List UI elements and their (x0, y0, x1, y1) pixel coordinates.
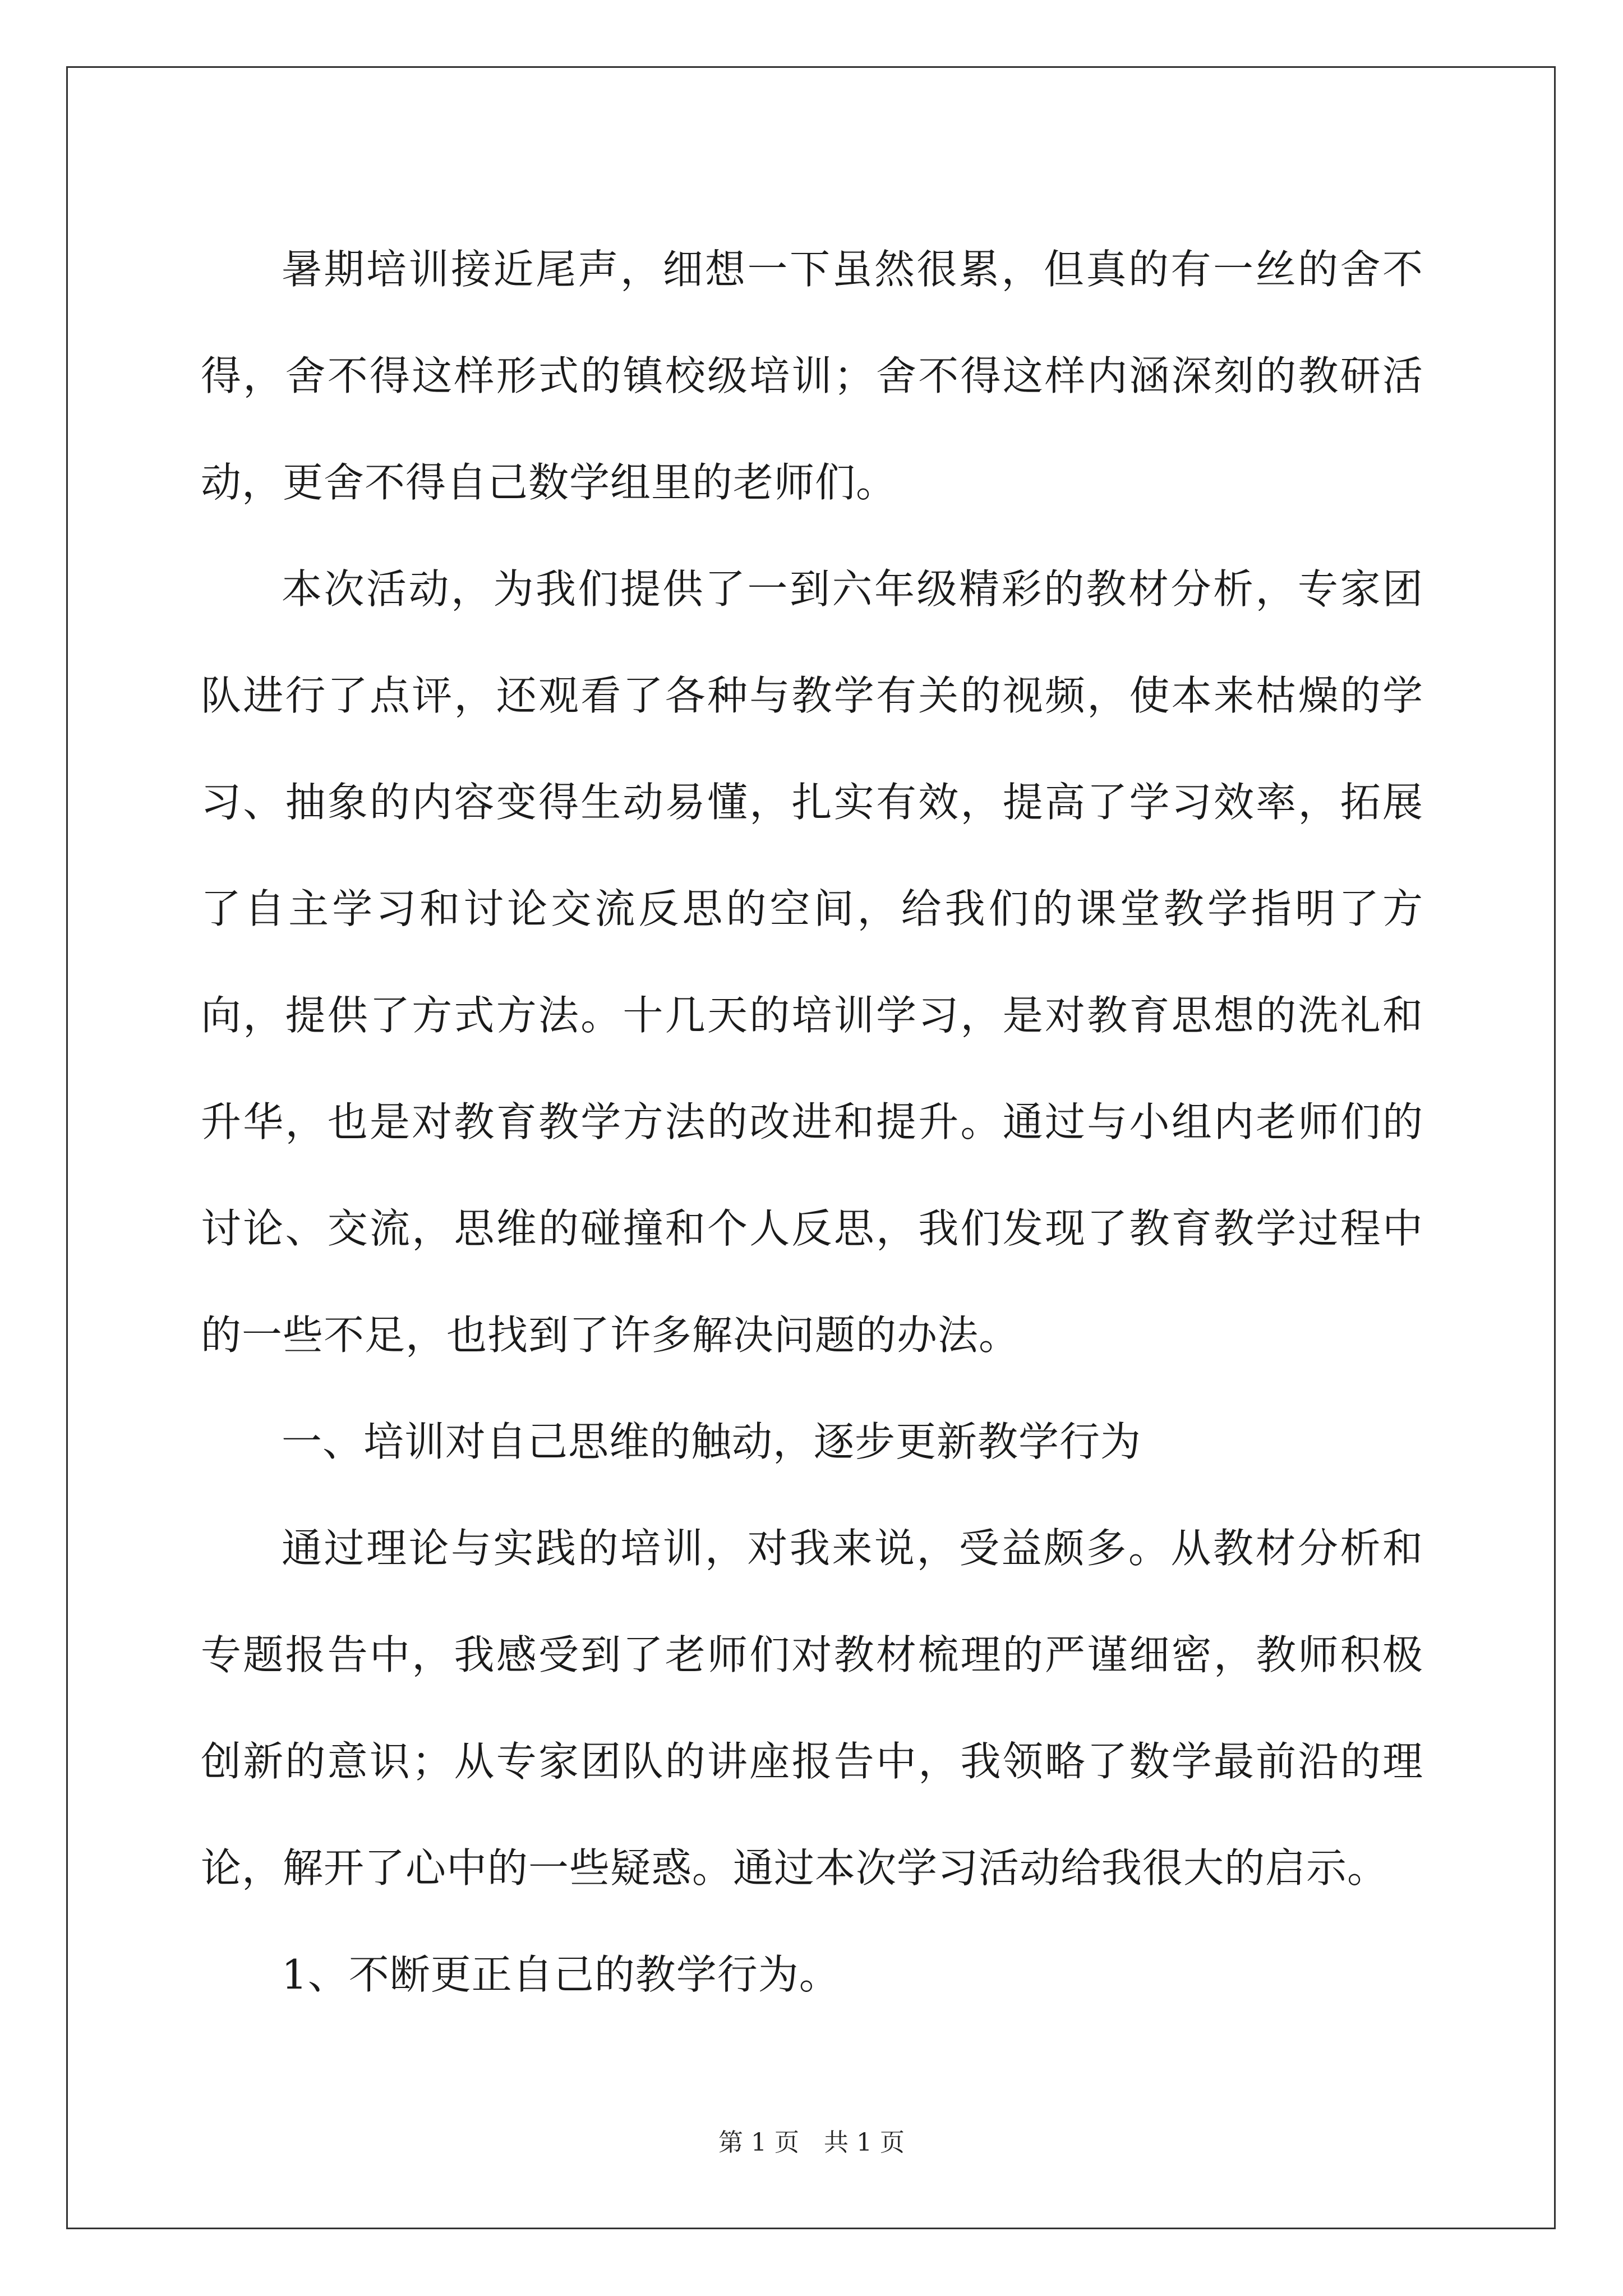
document-body (201, 216, 1423, 2028)
section-heading: 一、培训对自己思维的触动，逐步更新教学行为 (282, 1418, 1142, 1465)
paragraph-activity: 本次活动，为我们提供了一到六年级精彩的教材分析，专家团队进行了点评，还观看了各种与教学有关的视频，使本来枯燥的学习、抽象的内容变得生动易懂，扎实有效，提高了学习效率，拓展了自主学习和讨论交流反思的空间，给我们的课堂教学指明了方向，提供了方式方法。十几天的培训学习，是对教育思想的洗礼和升华，也是对教育教学方法的改进和提升。通过与小组内老师们的讨论、交流，思维的碰撞和个人反思，我们发现了教育教学过程中的一些不足，也找到了许多解决问题的办法。 (201, 565, 1423, 1359)
paragraph-theory-practice: 通过理论与实践的培训，对我来说，受益颇多。从教材分析和专题报告中，我感受到了老师们对教材梳理的严谨细密，教师积极创新的意识；从专家团队的讲座报告中，我领略了数学最前沿的理论，解开了心中的一些疑惑。通过本次学习活动给我很大的启示。 (201, 1525, 1423, 1892)
list-item-1: 1、不断更正自己的教学行为。 (282, 1951, 840, 1998)
page-number: 第 1 页 共 1 页 (718, 2128, 905, 2157)
paragraph-intro: 暑期培训接近尾声，细想一下虽然很累，但真的有一丝的舍不得，舍不得这样形式的镇校级培训；舍不得这样内涵深刻的教研活动，更舍不得自己数学组里的老师们。 (201, 246, 1423, 506)
